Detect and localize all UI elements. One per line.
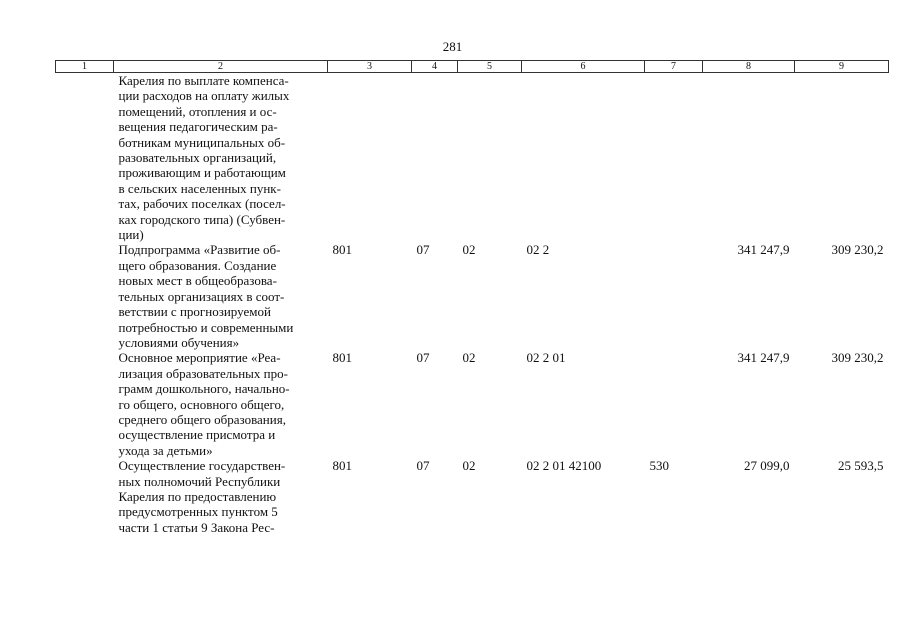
item-name-cell [114, 242, 328, 350]
section-code-cell: 07 [416, 458, 430, 474]
item-name-line: в сельских населенных пунк- [118, 180, 281, 196]
subsection-code-cell: 02 [462, 350, 476, 366]
item-name-line: предусмотренных пунктом 5 [118, 504, 278, 520]
column-number-row [56, 61, 889, 73]
item-name-cell [114, 458, 328, 535]
chapter-code-cell: 801 [332, 458, 352, 474]
item-name-line: вещения педагогическим ра- [118, 119, 278, 135]
section-code-cell: 07 [416, 242, 430, 258]
item-name-line: условиями обучения» [118, 334, 240, 350]
page-number: 281 [442, 39, 463, 54]
item-name-line: ветствии с прогнозируемой [118, 304, 271, 320]
subsection-code-cell: 02 [462, 242, 476, 258]
amount-year-2-cell: 309 230,2 [831, 350, 884, 366]
target-article-cell [522, 73, 645, 243]
item-name-line: ции расходов на оплату жилых [118, 88, 290, 104]
item-name-line: ках городского типа) (Субвен- [118, 211, 286, 227]
subsection-code-cell: 02 [462, 458, 476, 474]
item-name-line: тельных организациях в соот- [118, 288, 285, 304]
table-row [56, 242, 889, 350]
section-code-cell [412, 73, 458, 243]
column-number-2: 2 [114, 61, 328, 73]
item-name-line: потребностью и современными [118, 319, 294, 335]
amount-year-2-cell: 25 593,5 [838, 458, 884, 474]
column-number-9: 9 [795, 61, 889, 73]
chapter-code-cell: 801 [332, 350, 352, 366]
amount-year-1-cell: 341 247,9 [737, 242, 790, 258]
amount-year-2-cell: 309 230,2 [831, 242, 884, 258]
item-name-line: помещений, отопления и ос- [118, 103, 277, 119]
item-name-line: ных полномочий Республики [118, 473, 281, 489]
expense-type-cell [645, 242, 703, 350]
item-name-line: Подпрограмма «Развитие об- [118, 242, 281, 258]
item-name-line: тах, рабочих поселках (посел- [118, 196, 286, 212]
item-name-line: ботникам муниципальных об- [118, 134, 286, 150]
column-number-4: 4 [412, 61, 458, 73]
item-name-line: ухода за детьми» [118, 442, 213, 458]
item-name-line: грамм дошкольного, начально- [118, 381, 290, 397]
row-number-cell [56, 73, 114, 243]
column-number-7: 7 [645, 61, 703, 73]
item-name-line: части 1 статьи 9 Закона Рес- [118, 519, 275, 535]
budget-table [55, 60, 889, 535]
item-name-line: Карелия по выплате компенса- [118, 73, 289, 88]
row-number-cell [56, 242, 114, 350]
table-row [56, 350, 889, 458]
column-number-1: 1 [56, 61, 114, 73]
item-name-line: осуществление присмотра и [118, 427, 276, 443]
expense-type-cell [645, 73, 703, 243]
subsection-code-cell [458, 73, 522, 243]
item-name-line: щего образования. Создание [118, 257, 277, 273]
item-name-cell [114, 73, 328, 243]
table-body [56, 73, 889, 536]
amount-year-1-cell: 341 247,9 [737, 350, 790, 366]
item-name-line: Основное мероприятие «Реа- [118, 350, 281, 366]
item-name-line: среднего общего образования, [118, 411, 286, 427]
table-row [56, 73, 889, 243]
item-name-line: ции) [118, 227, 144, 243]
item-name-line: го общего, основного общего, [118, 396, 285, 412]
item-name-line: разовательных организаций, [118, 150, 277, 166]
item-name-line: проживающим и работающим [118, 165, 286, 181]
amount-year-1-cell: 27 099,0 [744, 458, 790, 474]
column-number-8: 8 [703, 61, 795, 73]
item-name-line: Осуществление государствен- [118, 458, 286, 474]
row-number-cell [56, 350, 114, 458]
amount-year-2-cell [795, 73, 889, 243]
chapter-code-cell [328, 73, 412, 243]
target-article-cell: 02 2 01 [526, 350, 566, 366]
column-number-3: 3 [328, 61, 412, 73]
section-code-cell: 07 [416, 350, 430, 366]
item-name-line: лизация образовательных про- [118, 365, 288, 381]
target-article-cell: 02 2 [526, 242, 550, 258]
column-number-5: 5 [458, 61, 522, 73]
table-header [56, 61, 889, 73]
expense-type-cell [645, 350, 703, 458]
row-number-cell [56, 458, 114, 535]
item-name-line: Карелия по предоставлению [118, 488, 277, 504]
column-number-6: 6 [522, 61, 645, 73]
item-name-line: новых мест в общеобразова- [118, 273, 277, 289]
table-row [56, 458, 889, 535]
chapter-code-cell: 801 [332, 242, 352, 258]
amount-year-1-cell [703, 73, 795, 243]
target-article-cell: 02 2 01 42100 [526, 458, 602, 474]
expense-type-cell: 530 [649, 458, 669, 474]
item-name-cell [114, 350, 328, 458]
